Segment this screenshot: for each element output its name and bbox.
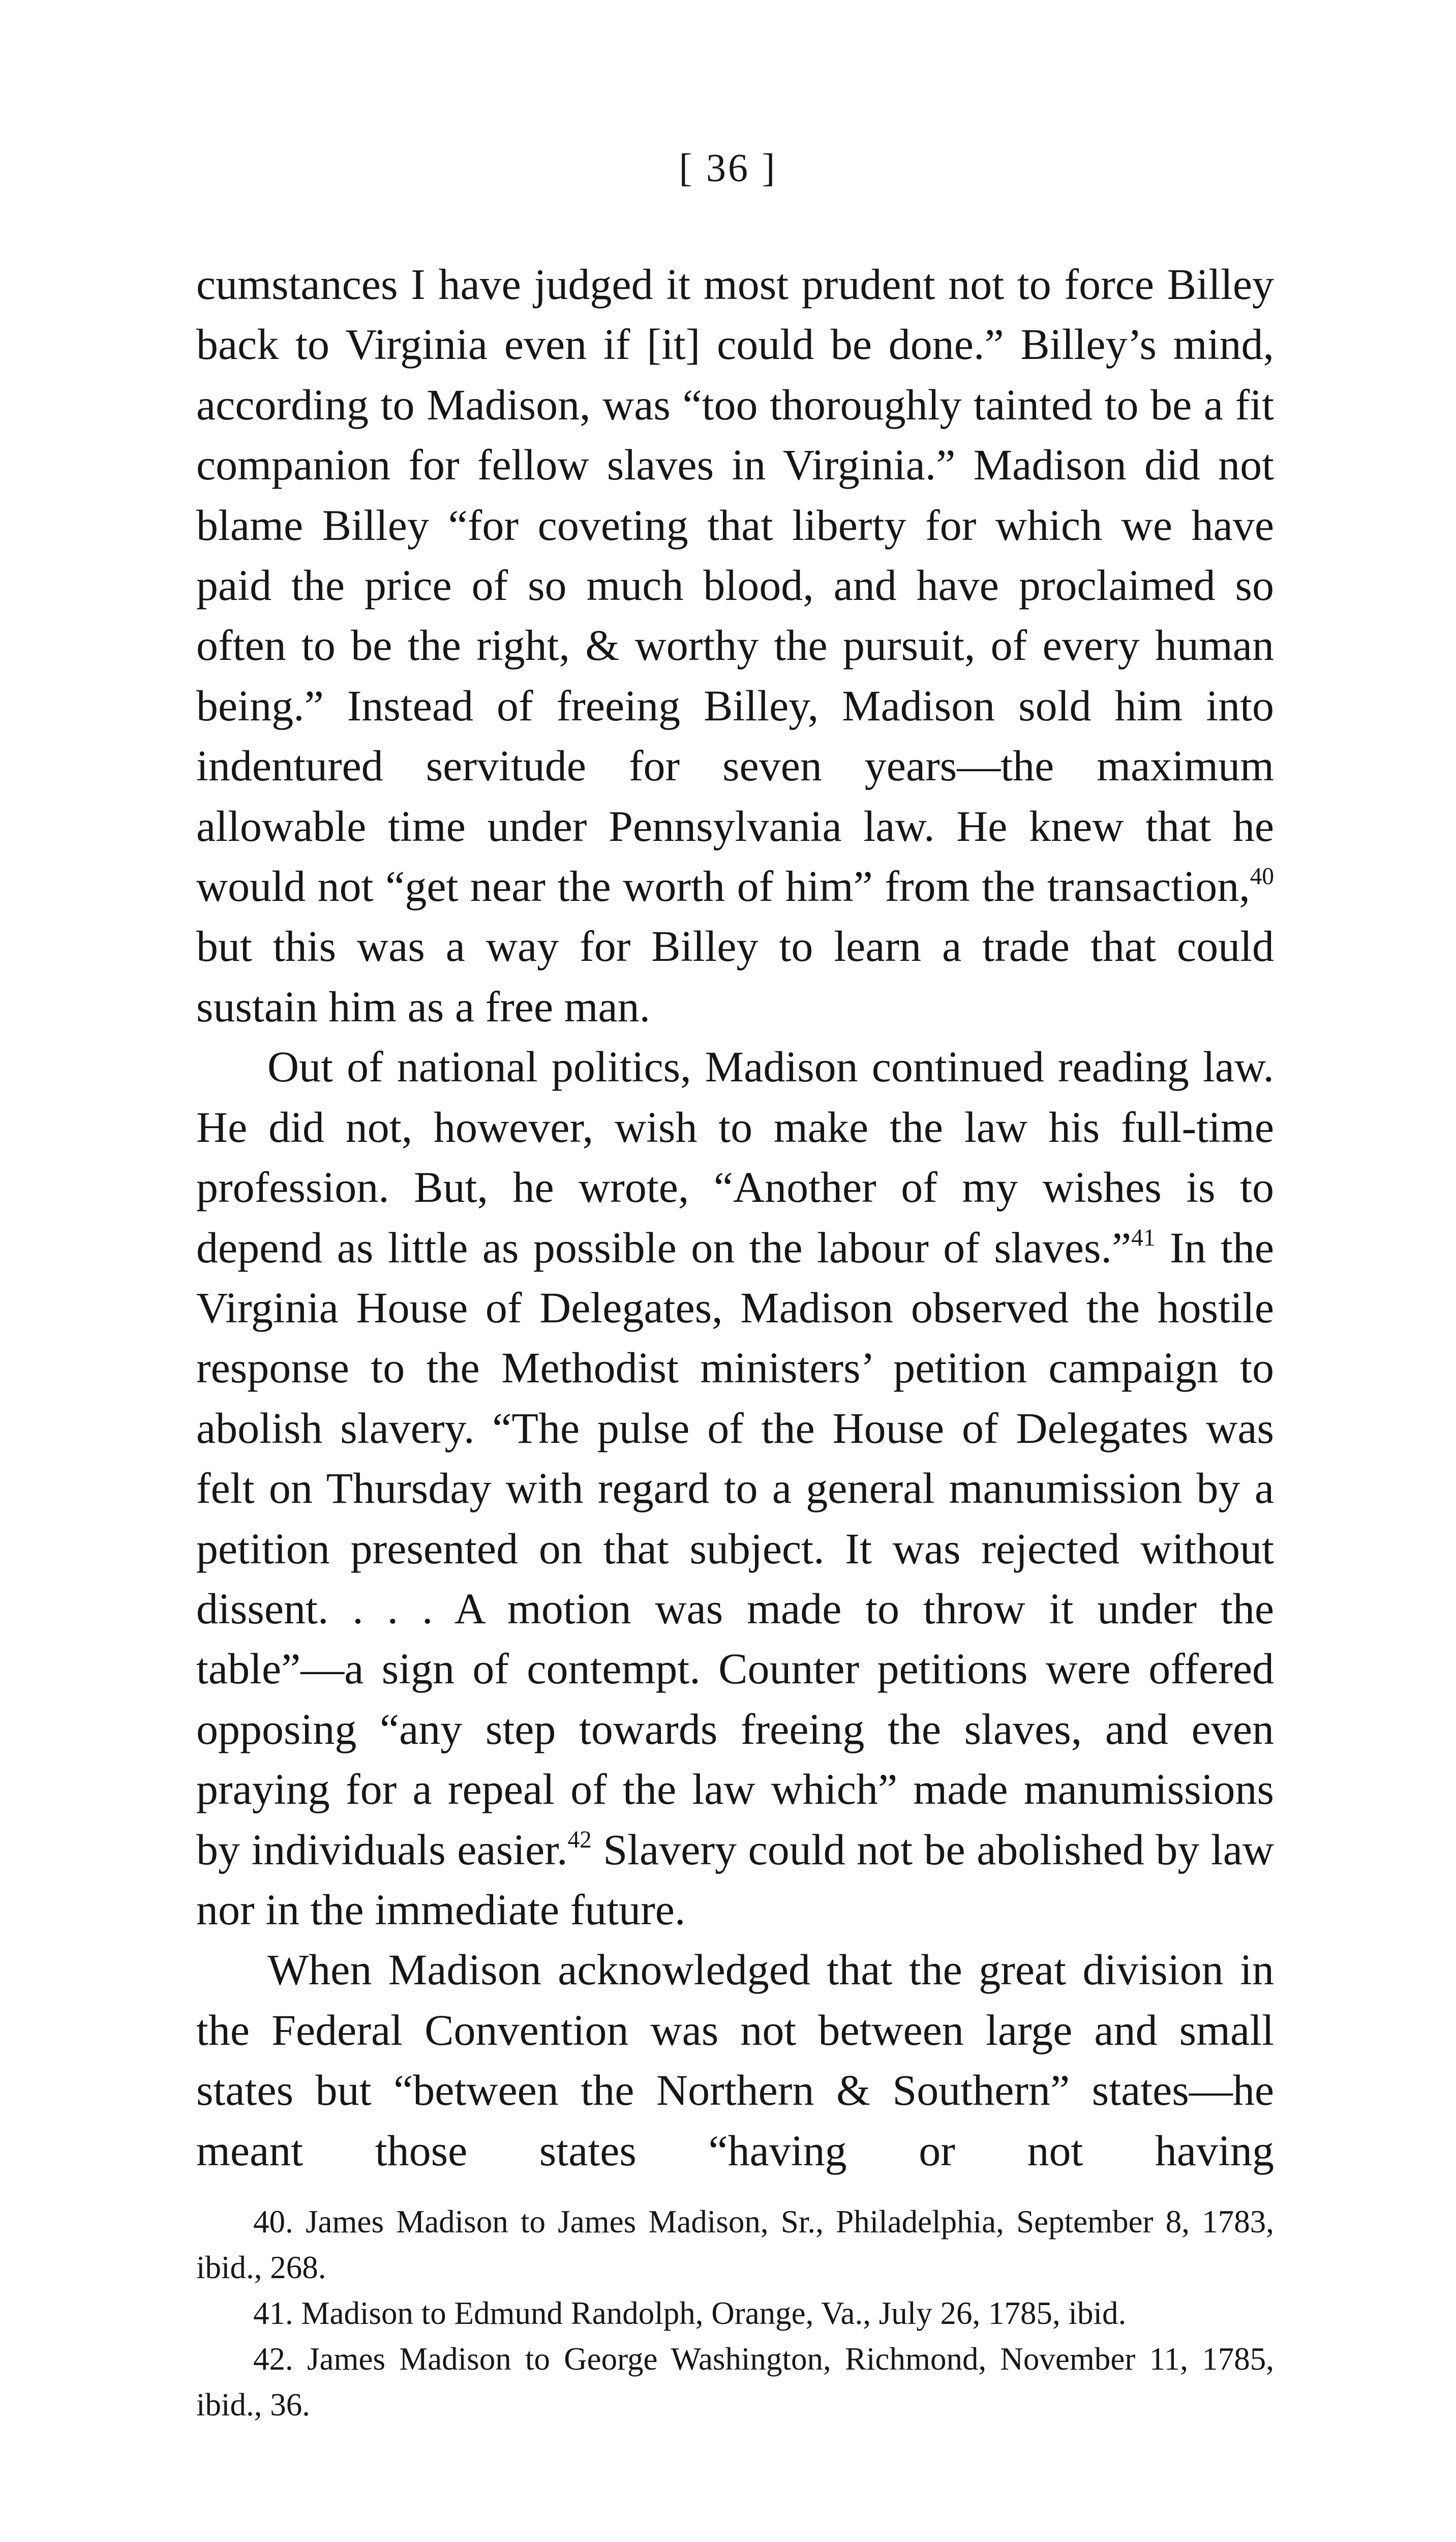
paragraph-2-mid: In the Virginia House of Delegates, Madison observed the hostile response to the Methodist ministers’ petition campaign to abolish slavery. “The pulse of the House of Delegates was felt on Thursday with regard to a general manumission by a petition presented on that subject. It was rejected without dissent. . . . A motion was made to throw it under the table”—a sign of contempt. Counter petitions were offered opposing “any step towards freeing the slaves, and even praying for a repeal of the law which” made manumissions by individuals easier. bbox=[196, 1223, 1275, 1874]
footnotes bbox=[196, 2199, 1274, 2428]
paragraph-2-text: Out of national politics, Madison continued reading law. He did not, however, wish to make the law his full-time profession. But, he wrote, “Another of my wishes is to depend as little as possible on the labour of slaves.” bbox=[196, 1042, 1274, 1272]
body-text bbox=[196, 254, 1274, 2181]
paragraph-2-tail: Slavery could not be abolished by law nor in the immediate future. bbox=[196, 1825, 1274, 1934]
footnote-40: 40. James Madison to James Madison, Sr., Philadelphia, September 8, 1783, ibid., 268. bbox=[196, 2204, 1274, 2285]
page-number: [ 36 ] bbox=[679, 145, 777, 190]
paragraph-1 bbox=[196, 254, 1274, 1037]
footnote-ref-42: 42 bbox=[567, 1826, 592, 1853]
paragraph-2 bbox=[196, 1037, 1274, 1940]
footnote-ref-40: 40 bbox=[1250, 863, 1274, 890]
footnote-ref-41: 41 bbox=[1131, 1224, 1156, 1251]
paragraph-1-text: cumstances I have judged it most prudent not to force Billey back to Virginia even if [it] could be done.” Billey’s mind, according to Madison, was “too thoroughly tainted to be a fit companion for fellow slaves in Virginia.” Madison did not blame Billey “for coveting that liberty for which we have paid the price of so much blood, and have proclaimed so often to be the right, & worthy the pursuit, of every human being.” Instead of freeing Billey, Madison sold him into indentured servitude for seven years—the maximum allowable time under Pennsylvania law. He knew that he would not “get near the worth of him” from the transaction, bbox=[196, 260, 1274, 911]
footnote-42: 42. James Madison to George Washington, Richmond, November 11, 1785, ibid., 36. bbox=[196, 2341, 1274, 2423]
paragraph-1-tail: but this was a way for Billey to learn a trade that could sustain him as a free man. bbox=[196, 922, 1274, 1031]
paragraph-3-text: When Madison acknowledged that the great division in the Federal Convention was not between large and small states but “between the Northern & Southern” states—he meant those states “having or not having bbox=[196, 1945, 1274, 2175]
paragraph-3 bbox=[196, 1940, 1274, 2181]
footnote-41: 41. Madison to Edmund Randolph, Orange, Va., July 26, 1785, ibid. bbox=[253, 2295, 1127, 2331]
